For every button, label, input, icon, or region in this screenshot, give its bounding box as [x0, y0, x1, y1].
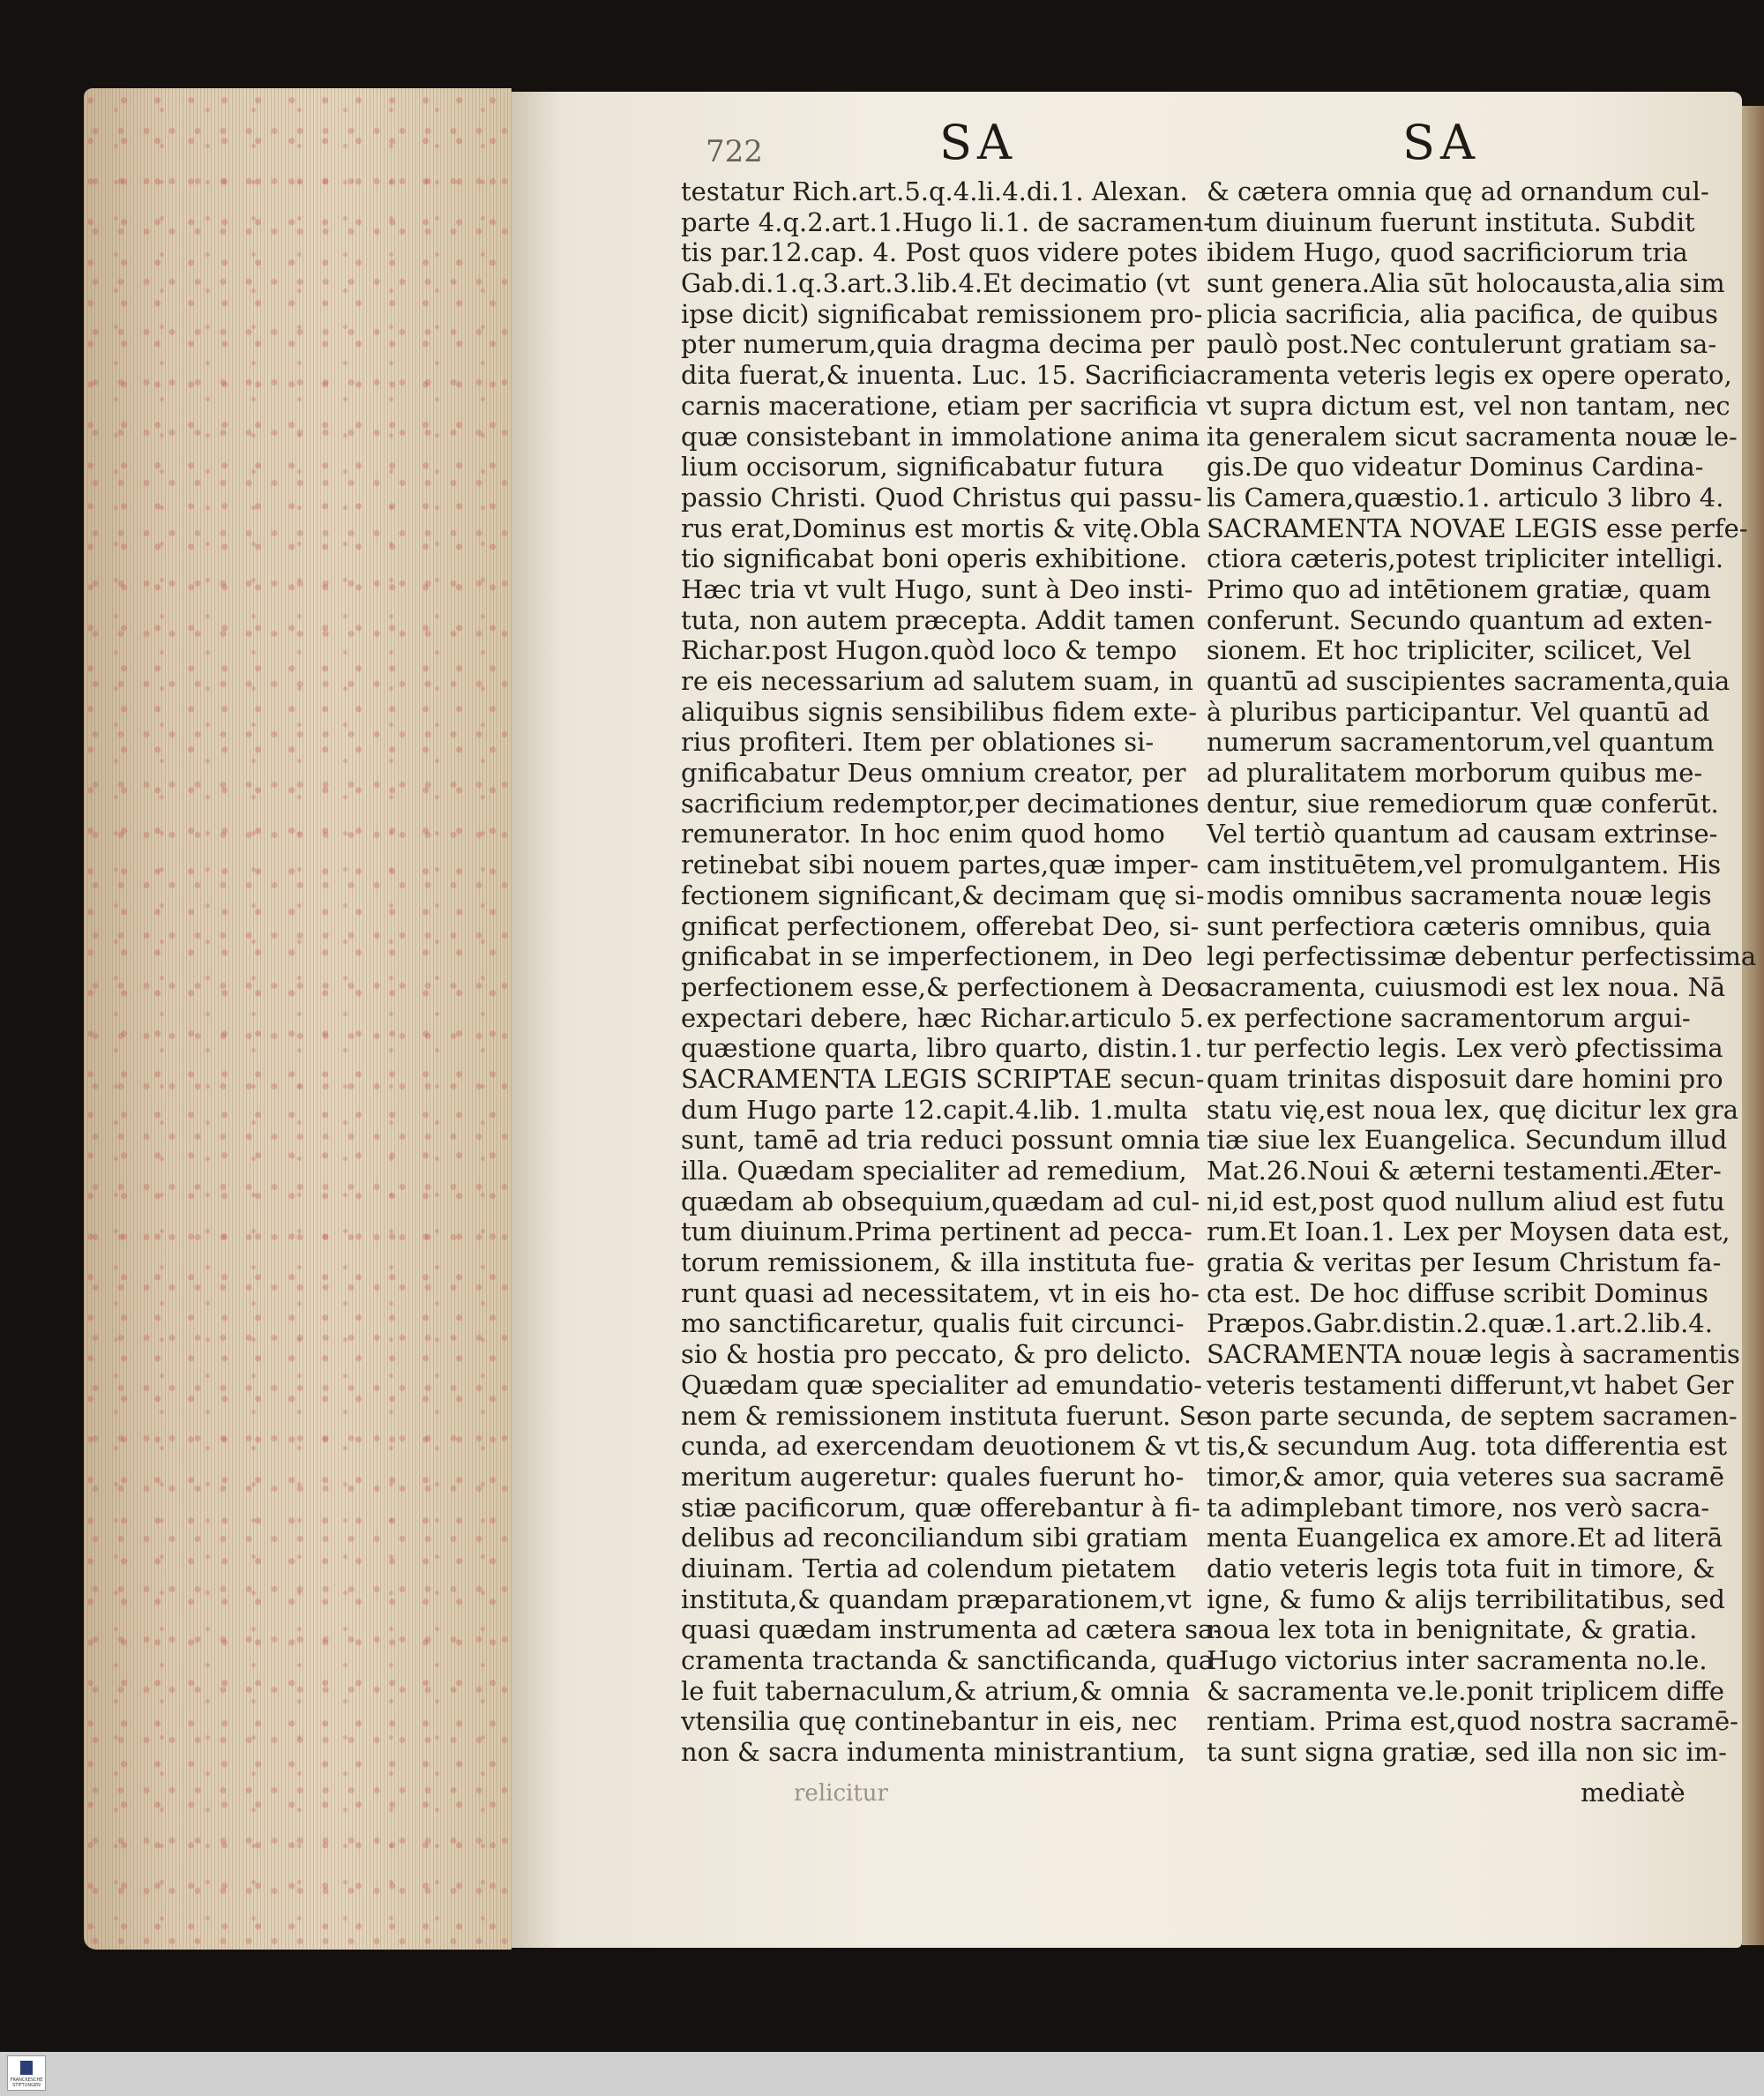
- text-line: datio veteris legis tota fuit in timore, &: [1207, 1553, 1715, 1583]
- text-line: sacramenta, cuiusmodi est lex noua. Nā: [1207, 971, 1726, 1002]
- text-line: tis par.12.cap. 4. Post quos videre potes: [681, 237, 1199, 268]
- text-line: retinebat sibi nouem partes,quæ imper-: [681, 850, 1199, 880]
- text-line: ni,id est,post quod nullum aliud est futu: [1207, 1186, 1725, 1216]
- text-line: cunda, ad exercendam deuotionem & vt: [681, 1431, 1200, 1462]
- logo-text: FRANCKESCHE STIFTUNGEN: [10, 2077, 43, 2088]
- text-line: gratia & veritas per Iesum Christum fa-: [1207, 1247, 1722, 1278]
- text-line: runt quasi ad necessitatem, vt in eis ho-: [681, 1277, 1200, 1308]
- logo-mark: [20, 2061, 33, 2075]
- text-line: lis Camera,quæstio.1. articulo 3 libro 4.: [1207, 482, 1724, 513]
- text-line: quantū ad suscipientes sacramenta,quia: [1207, 666, 1730, 696]
- text-line: tum diuinum fuerunt instituta. Subdit: [1207, 206, 1695, 237]
- text-line: rentiam. Prima est,quod nostra sacramē-: [1207, 1706, 1738, 1737]
- text-line: pter numerum,quia dragma decima per: [681, 329, 1194, 360]
- text-line: tis,& secundum Aug. tota differentia est: [1207, 1431, 1727, 1462]
- text-line: cam instituētem,vel promulgantem. His: [1207, 850, 1722, 880]
- page-number: 722: [706, 134, 763, 169]
- text-line: passio Christi. Quod Christus qui passu-: [681, 482, 1202, 513]
- text-line: sio & hostia pro peccato, & pro delicto.: [681, 1339, 1192, 1370]
- text-line: ctiora cæteris,potest tripliciter intelligi.: [1207, 543, 1724, 574]
- text-line: cta est. De hoc diffuse scribit Dominus: [1207, 1277, 1708, 1308]
- text-line: rius profiteri. Item per oblationes si-: [681, 727, 1155, 758]
- text-line: sunt perfectiora cæteris omnibus, quia: [1207, 910, 1712, 941]
- text-line: paulò post.Nec contulerunt gratiam sa-: [1207, 329, 1717, 360]
- text-line: ipse dicit) significabat remissionem pro-: [681, 298, 1203, 329]
- text-line: sionem. Et hoc tripliciter, scilicet, Vel: [1207, 635, 1692, 666]
- text-line: gnificabat in se imperfectionem, in Deo: [681, 941, 1193, 972]
- text-line: gnificat perfectionem, offerebat Deo, si-: [681, 910, 1200, 941]
- text-line: ibidem Hugo, quod sacrificiorum tria: [1207, 237, 1688, 268]
- text-line: diuinam. Tertia ad colendum pietatem: [681, 1553, 1177, 1583]
- text-line: remunerator. In hoc enim quod homo: [681, 819, 1165, 850]
- text-line: quæ consistebant in immolatione anima: [681, 421, 1200, 452]
- sprinkled-edge: [84, 88, 512, 1950]
- text-line: vtensilia quę continebantur in eis, nec: [681, 1706, 1177, 1737]
- text-line: delibus ad reconciliandum sibi gratiam: [681, 1523, 1188, 1553]
- text-line: illa. Quædam specialiter ad remedium,: [681, 1156, 1187, 1186]
- text-line: igne, & fumo & alijs terribilitatibus, sed: [1207, 1583, 1725, 1614]
- text-line: rum.Et Ioan.1. Lex per Moysen data est,: [1207, 1216, 1730, 1247]
- text-line: quæstione quarta, libro quarto, distin.1.: [681, 1033, 1203, 1064]
- text-line: Quædam quæ specialiter ad emundatio-: [681, 1369, 1202, 1400]
- text-line: rus erat,Dominus est mortis & vitę.Obla: [681, 513, 1201, 543]
- text-line: & cætera omnia quę ad ornandum cul-: [1207, 176, 1709, 206]
- text-line: lium occisorum, significabatur futura: [681, 452, 1164, 483]
- left-text-column: [681, 176, 1222, 1768]
- text-line: conferunt. Secundo quantum ad exten-: [1207, 604, 1713, 635]
- viewer-bottom-bar: [0, 2052, 1764, 2096]
- text-line: tum diuinum.Prima pertinent ad pecca-: [681, 1216, 1192, 1247]
- text-line: tuta, non autem præcepta. Addit tamen: [681, 604, 1195, 635]
- text-line: instituta,& quandam præparationem,vt: [681, 1583, 1192, 1614]
- text-line: Præpos.Gabr.distin.2.quæ.1.art.2.lib.4.: [1207, 1308, 1713, 1339]
- text-line: sacrificium redemptor,per decimationes: [681, 788, 1200, 819]
- text-line: menta Euangelica ex amore.Et ad literā: [1207, 1523, 1723, 1553]
- text-line: quædam ab obsequium,quædam ad cul-: [681, 1186, 1200, 1216]
- text-line: Hugo victorius inter sacramenta no.le.: [1207, 1645, 1708, 1675]
- book-fore-edge: [84, 88, 512, 1950]
- institution-logo: [7, 2055, 46, 2091]
- text-line: tur perfectio legis. Lex verò ꝑfectissima: [1207, 1033, 1723, 1064]
- text-line: cramenta tractanda & sanctificanda, qua: [681, 1645, 1215, 1675]
- text-line: ta adimplebant timore, nos verò sacra-: [1207, 1492, 1710, 1523]
- text-line: SACRAMENTA LEGIS SCRIPTAE secun-: [681, 1063, 1205, 1094]
- text-line: Vel tertiò quantum ad causam extrinse-: [1207, 819, 1718, 850]
- text-line: statu vię,est noua lex, quę dicitur lex gra: [1207, 1094, 1738, 1125]
- text-line: carnis maceratione, etiam per sacrificia: [681, 390, 1199, 421]
- text-line: dum Hugo parte 12.capit.4.lib. 1.multa: [681, 1094, 1188, 1125]
- text-line: ad pluralitatem morborum quibus me-: [1207, 758, 1703, 789]
- text-line: re eis necessarium ad salutem suam, in: [681, 666, 1194, 696]
- text-line: modis omnibus sacramenta nouæ legis: [1207, 880, 1712, 910]
- text-line: numerum sacramentorum,vel quantum: [1207, 727, 1715, 758]
- text-line: vt supra dictum est, vel non tantam, nec: [1207, 390, 1730, 421]
- text-line: testatur Rich.art.5.q.4.li.4.di.1. Alexan.: [681, 176, 1188, 206]
- text-line: legi perfectissimæ debentur perfectissima: [1207, 941, 1757, 972]
- text-line: nem & remissionem instituta fuerunt. Se: [681, 1400, 1212, 1431]
- text-line: Mat.26.Noui & æterni testamenti.Æter-: [1207, 1156, 1722, 1186]
- text-line: SACRAMENTA nouæ legis à sacramentis: [1207, 1339, 1740, 1370]
- text-line: le fuit tabernaculum,& atrium,& omnia: [681, 1675, 1191, 1706]
- text-line: torum remissionem, & illa instituta fue-: [681, 1247, 1195, 1278]
- text-line: SACRAMENTA NOVAE LEGIS esse perfe-: [1207, 513, 1748, 543]
- text-line: sunt genera.Alia sūt holocausta,alia sim: [1207, 268, 1725, 299]
- text-line: quasi quædam instrumenta ad cætera sa-: [681, 1614, 1222, 1645]
- text-line: tiæ siue lex Euangelica. Secundum illud: [1207, 1125, 1728, 1156]
- text-line: expectari debere, hæc Richar.articulo 5.: [681, 1002, 1204, 1033]
- text-line: & sacramenta ve.le.ponit triplicem diffe: [1207, 1675, 1724, 1706]
- text-line: dentur, siue remediorum quæ conferūt.: [1207, 788, 1719, 819]
- text-line: perfectionem esse,& perfectionem à Deo: [681, 971, 1213, 1002]
- text-line: stiæ pacificorum, quæ offerebantur à fi-: [681, 1492, 1200, 1523]
- text-line: dita fuerat,& inuenta. Luc. 15. Sacrificia: [681, 360, 1207, 391]
- text-line: timor,& amor, quia veteres sua sacramē: [1207, 1461, 1724, 1492]
- right-text-column: [1207, 176, 1756, 1768]
- text-line: quam trinitas disposuit dare homini pro: [1207, 1063, 1723, 1094]
- text-line: tio significabat boni operis exhibitione.: [681, 543, 1188, 574]
- text-line: sunt, tamē ad tria reduci possunt omnia: [681, 1125, 1200, 1156]
- text-line: à pluribus participantur. Vel quantū ad: [1207, 696, 1710, 727]
- text-line: gnificabatur Deus omnium creator, per: [681, 758, 1186, 789]
- text-line: mo sanctificaretur, qualis fuit circunci-: [681, 1308, 1185, 1339]
- running-head-right: SA: [1402, 115, 1480, 170]
- text-line: ex perfectione sacramentorum argui-: [1207, 1002, 1691, 1033]
- text-line: plicia sacrificia, alia pacifica, de quibus: [1207, 298, 1718, 329]
- running-head-left: SA: [939, 115, 1017, 170]
- text-line: meritum augeretur: quales fuerunt ho-: [681, 1461, 1185, 1492]
- text-line: Hæc tria vt vult Hugo, sunt à Deo insti-: [681, 573, 1193, 604]
- text-line: gis.De quo videatur Dominus Cardina-: [1207, 452, 1704, 483]
- text-line: non & sacra indumenta ministrantium,: [681, 1737, 1185, 1768]
- catchword: mediatè: [1581, 1778, 1686, 1808]
- text-line: ita generalem sicut sacramenta nouæ le-: [1207, 421, 1738, 452]
- text-line: noua lex tota in benignitate, & gratia.: [1207, 1614, 1698, 1645]
- text-line: fectionem significant,& decimam quę si-: [681, 880, 1205, 910]
- text-line: Richar.post Hugon.quòd loco & tempo: [681, 635, 1177, 666]
- text-line: Primo quo ad intētionem gratiæ, quam: [1207, 573, 1711, 604]
- text-line: veteris testamenti differunt,vt habet Ger: [1207, 1369, 1734, 1400]
- text-line: parte 4.q.2.art.1.Hugo li.1. de sacramen-: [681, 206, 1213, 237]
- bleed-through-text: relicitur: [794, 1780, 888, 1807]
- text-line: aliquibus signis sensibilibus fidem exte-: [681, 696, 1197, 727]
- text-line: son parte secunda, de septem sacramen-: [1207, 1400, 1738, 1431]
- text-line: cramenta veteris legis ex opere operato,: [1207, 360, 1732, 391]
- text-line: ta sunt signa gratiæ, sed illa non sic im-: [1207, 1737, 1727, 1768]
- text-line: Gab.di.1.q.3.art.3.lib.4.Et decimatio (vt: [681, 268, 1191, 299]
